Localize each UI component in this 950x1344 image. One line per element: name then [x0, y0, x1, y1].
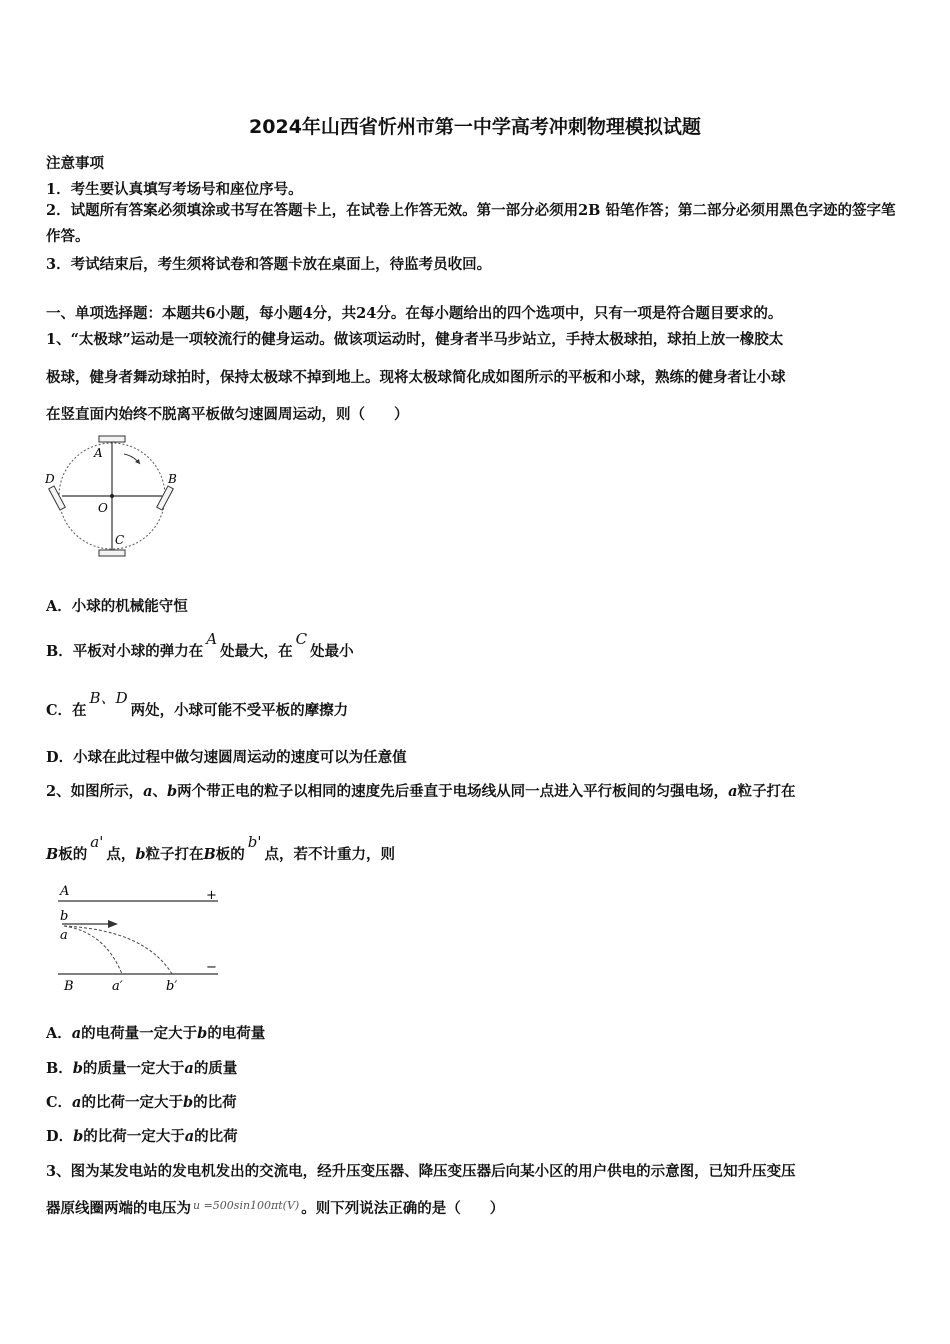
q2-label-b: b	[60, 909, 69, 924]
q1-label-D: D	[45, 472, 55, 486]
q2-label-minus: −	[206, 960, 217, 975]
q2-sym-a-prime: a'	[90, 833, 104, 851]
q1-center-dot	[110, 494, 114, 498]
q3-stem-line2: 器原线圈两端的电压为 $^{u =500sin100\pi t(V)}$ 。则下列说法正确的是（ ）	[46, 1199, 505, 1217]
q2-sym-b-prime: b'	[247, 833, 262, 851]
q1-label-B: B	[168, 472, 177, 486]
notice-heading: 注意事项	[46, 155, 104, 172]
page-title: 2024年山西省忻州市第一中学高考冲刺物理模拟试题	[249, 116, 701, 138]
q1-paddle-bottom	[99, 550, 125, 556]
q2-option-a: A．a的电荷量一定大于b的电荷量	[46, 1025, 266, 1042]
q2-option-c: C．a的比荷一定大于b的比荷	[46, 1094, 237, 1111]
q1-stem-line2: 极球，健身者舞动球拍时，保持太极球不掉到地上。现将太极球简化成如图所示的平板和小球，熟练的健身者让小球	[46, 369, 786, 386]
q2-label-a: a	[60, 928, 68, 943]
q2-path-b	[64, 926, 172, 974]
q2-path-a	[64, 926, 122, 974]
q2-option-d: D．b的比荷一定大于a的比荷	[46, 1128, 238, 1145]
q1-option-b: B．平板对小球的弹力在A处最大，在C处最小	[46, 630, 354, 660]
q1-option-b-sym1: A	[206, 630, 218, 648]
q1-paddle-top	[99, 436, 125, 442]
q1-paddle-right	[157, 486, 174, 510]
q1-option-c-sym: B、D	[89, 689, 128, 707]
q1-label-A: A	[94, 446, 103, 460]
notice-item-1: 1．考生要认真填写考场号和座位序号。	[46, 181, 303, 198]
q1-label-O: O	[98, 501, 108, 515]
q2-option-b: B．b的质量一定大于a的质量	[46, 1060, 238, 1077]
q2-label-plus: +	[206, 888, 217, 903]
notice-item-2: 2．试题所有答案必须填涂或书写在答题卡上，在试卷上作答无效。第一部分必须用2B 铅笔作答；第二部分必须用黑色字迹的签字笔作答。	[46, 202, 896, 245]
q1-option-d: D．小球在此过程中做匀速圆周运动的速度可以为任意值	[46, 749, 407, 766]
q2-label-b-prime: b′	[166, 979, 178, 994]
q2-label-a-prime: a′	[112, 979, 123, 994]
q2-label-B: B	[64, 979, 74, 994]
q2-stem-line2: B板的a'点，b粒子打在B板的b'点，若不计重力，则	[46, 833, 395, 863]
q3-formula: u =500sin100πt(V)	[193, 1199, 300, 1212]
q1-paddle-left	[49, 486, 66, 510]
q1-option-b-sym2: C	[295, 630, 308, 648]
section1-heading: 一、单项选择题：本题共6小题，每小题4分，共24分。在每小题给出的四个选项中，只有一项是符合题目要求的。	[46, 305, 783, 322]
q1-option-a: A．小球的机械能守恒	[46, 598, 188, 615]
q2-label-A: A	[60, 884, 70, 899]
q2-figure	[50, 880, 230, 1000]
q1-label-C: C	[115, 533, 125, 547]
q1-stem-line3: 在竖直面内始终不脱离平板做匀速圆周运动，则（ ）	[46, 406, 409, 423]
q1-option-c: C．在B、D两处，小球可能不受平板的摩擦力	[46, 689, 349, 719]
q1-figure	[40, 432, 190, 562]
q2-stem-line1: 2、如图所示，a、b两个带正电的粒子以相同的速度先后垂直于电场线从同一点进入平行板间的匀强电场，a粒子打在	[46, 783, 796, 800]
q1-stem-line1: 1、“太极球”运动是一项较流行的健身运动。做该项运动时，健身者半马步站立，手持太极球拍，球拍上放一橡胶太	[46, 331, 784, 348]
q3-stem-line1: 3、图为某发电站的发电机发出的交流电，经升压变压器、降压变压器后向某小区的用户供电的示意图，已知升压变压	[46, 1163, 796, 1180]
notice-item-3: 3．考试结束后，考生须将试卷和答题卡放在桌面上，待监考员收回。	[46, 256, 492, 273]
